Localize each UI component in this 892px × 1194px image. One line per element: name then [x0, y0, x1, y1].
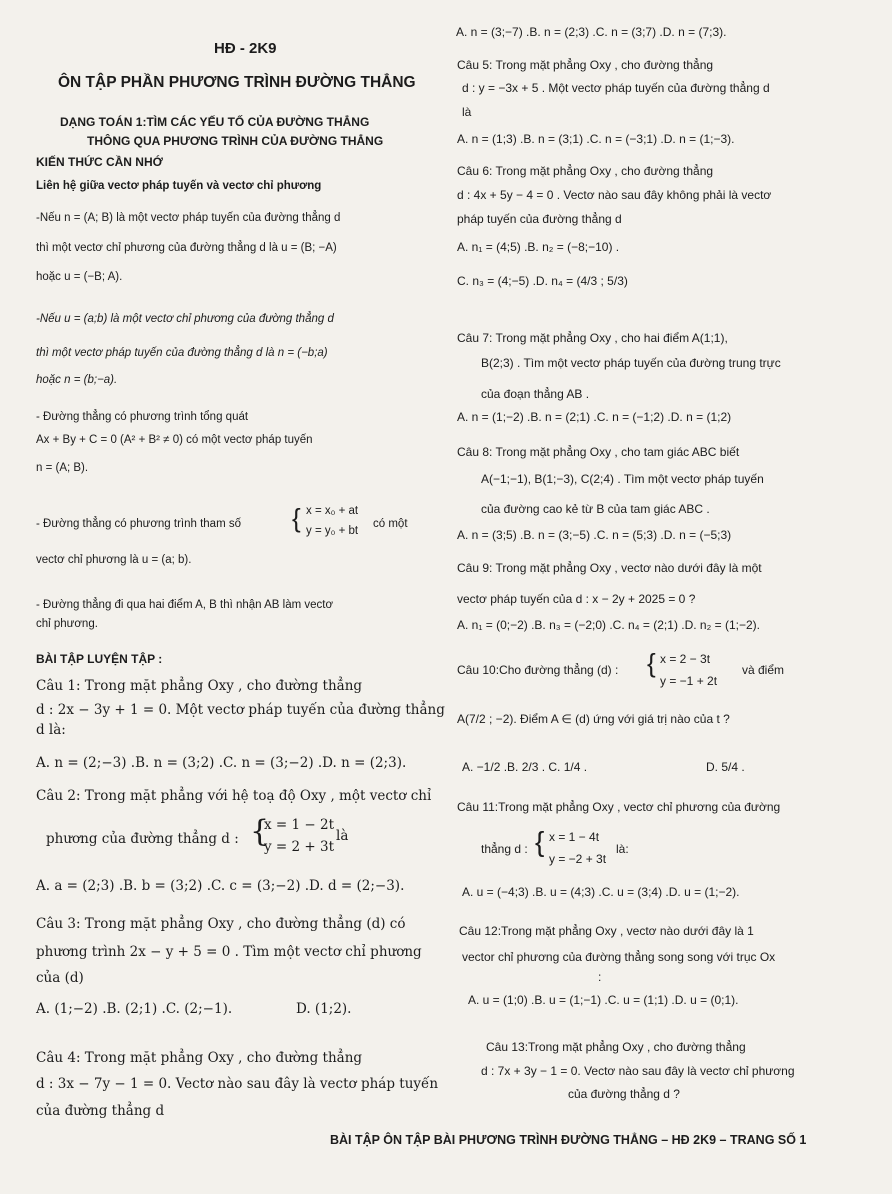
- theory-line: chỉ phương.: [36, 618, 98, 630]
- theory-line: hoặc u = (−B; A).: [36, 271, 123, 283]
- system-eq: y = −2 + 3t: [549, 852, 607, 866]
- theory-line: - Đường thẳng có phương trình tham số: [36, 518, 242, 530]
- question-9: vectơ pháp tuyến của d : x − 2y + 2025 = 0 ?: [457, 592, 696, 606]
- section-subtitle: THÔNG QUA PHƯƠNG TRÌNH CỦA ĐƯỜNG THẲNG: [87, 134, 384, 148]
- question-5: d : y = −3x + 5 . Một vectơ pháp tuyến của đường thẳng d: [462, 81, 770, 95]
- q9-options: A. n₁ = (0;−2) .B. n₃ = (−2;0) .C. n₄ = (2;1) .D. n₂ = (1;−2).: [457, 618, 760, 632]
- system-eq: x = 2 − 3t: [660, 652, 711, 666]
- question-13: của đường thẳng d ?: [568, 1087, 680, 1101]
- theory-line: - Đường thẳng đi qua hai điểm A, B thì nhận AB làm vectơ: [36, 599, 334, 611]
- page-footer: BÀI TẬP ÔN TẬP BÀI PHƯƠNG TRÌNH ĐƯỜNG THẲNG – HĐ 2K9 – TRANG SỐ 1: [330, 1133, 807, 1147]
- question-2: Câu 2: Trong mặt phẳng với hệ toạ độ Oxy , một vectơ chỉ: [36, 788, 432, 804]
- question-13: d : 7x + 3y − 1 = 0. Vectơ nào sau đây là vectơ chỉ phương: [481, 1064, 795, 1078]
- question-7: B(2;3) . Tìm một vectơ pháp tuyến của đường trung trực: [481, 356, 781, 370]
- theory-line: thì một vectơ chỉ phương của đường thẳng d là u = (B; −A): [36, 242, 337, 254]
- system-brace: {: [250, 814, 270, 849]
- theory-line: n = (A; B).: [36, 462, 89, 474]
- q7-options: A. n = (1;−2) .B. n = (2;1) .C. n = (−1;2) .D. n = (1;2): [457, 410, 732, 424]
- system-eq: x = x₀ + at: [306, 505, 359, 517]
- question-12: vector chỉ phương của đường thẳng song song với trục Ox: [462, 950, 776, 964]
- theory-line: hoặc n = (b;−a).: [36, 374, 118, 386]
- question-1: Câu 1: Trong mặt phẳng Oxy , cho đường thẳng: [36, 678, 363, 694]
- question-1: d là:: [36, 722, 66, 738]
- question-5: là: [462, 105, 472, 119]
- q2-options: A. a = (2;3) .B. b = (3;2) .C. c = (3;−2) .D. d = (2;−3).: [36, 878, 405, 894]
- exercise-heading: BÀI TẬP LUYỆN TẬP :: [36, 652, 163, 666]
- theory-line: vectơ chỉ phương là u = (a; b).: [36, 554, 192, 566]
- system-eq: y = y₀ + bt: [306, 525, 359, 537]
- question-2: phương của đường thẳng d :: [46, 831, 239, 847]
- doc-title: ÔN TẬP PHẦN PHƯƠNG TRÌNH ĐƯỜNG THẲNG: [58, 74, 416, 91]
- q11-options: A. u = (−4;3) .B. u = (4;3) .C. u = (3;4) .D. u = (1;−2).: [462, 885, 740, 899]
- section-title: DẠNG TOÁN 1:TÌM CÁC YẾU TỐ CỦA ĐƯỜNG THẲNG: [60, 115, 370, 129]
- question-9: Câu 9: Trong mặt phẳng Oxy , vectơ nào dưới đây là một: [457, 561, 762, 575]
- question-13: Câu 13:Trong mặt phẳng Oxy , cho đường thẳng: [486, 1040, 746, 1054]
- question-7: Câu 7: Trong mặt phẳng Oxy , cho hai điểm A(1;1),: [457, 331, 728, 345]
- question-11: Câu 11:Trong mặt phẳng Oxy , vectơ chỉ phương của đường: [457, 800, 781, 814]
- q1-options: A. n = (2;−3) .B. n = (3;2) .C. n = (3;−2) .D. n = (2;3).: [36, 755, 407, 771]
- question-2: là: [336, 828, 349, 844]
- q6-options: C. n₃ = (4;−5) .D. n₄ = (4/3 ; 5/3): [457, 274, 628, 288]
- question-4: Câu 4: Trong mặt phẳng Oxy , cho đường thẳng: [36, 1050, 363, 1066]
- theory-line: có một: [373, 518, 408, 530]
- question-6: d : 4x + 5y − 4 = 0 . Vectơ nào sau đây không phải là vectơ: [457, 188, 772, 202]
- system-eq: y = −1 + 2t: [660, 674, 718, 688]
- system-eq: x = 1 − 2t: [264, 817, 335, 833]
- question-12: Câu 12:Trong mặt phẳng Oxy , vectơ nào dưới đây là 1: [459, 924, 754, 938]
- question-3: của (d): [36, 970, 84, 986]
- theory-line: -Nếu u = (a;b) là một vectơ chỉ phương của đường thẳng d: [36, 313, 334, 325]
- theory-line: thì một vectơ pháp tuyến của đường thẳng d là n = (−b;a): [36, 347, 328, 359]
- question-10: A(7/2 ; −2). Điểm A ∈ (d) ứng với giá trị nào của t ?: [457, 712, 730, 726]
- system-eq: y = 2 + 3t: [264, 839, 335, 855]
- knowledge-heading: KIẾN THỨC CẦN NHỚ: [36, 155, 163, 169]
- question-11: là:: [616, 842, 629, 856]
- question-11: thẳng d :: [481, 842, 528, 856]
- theory-line: - Đường thẳng có phương trình tổng quát: [36, 411, 249, 423]
- question-6: pháp tuyến của đường thẳng d: [457, 212, 622, 226]
- system-eq: x = 1 − 4t: [549, 830, 600, 844]
- system-brace: {: [535, 826, 545, 857]
- question-12: :: [598, 970, 602, 984]
- question-8: Câu 8: Trong mặt phẳng Oxy , cho tam giác ABC biết: [457, 445, 740, 459]
- q6-options: A. n₁ = (4;5) .B. n₂ = (−8;−10) .: [457, 240, 620, 254]
- question-10: và điểm: [742, 663, 785, 677]
- q5-options: A. n = (1;3) .B. n = (3;1) .C. n = (−3;1) .D. n = (1;−3).: [457, 132, 735, 146]
- question-1: d : 2x − 3y + 1 = 0. Một vectơ pháp tuyến của đường thẳng: [36, 702, 445, 718]
- theory-line: Ax + By + C = 0 (A² + B² ≠ 0) có một vectơ pháp tuyến: [36, 434, 313, 446]
- q8-options: A. n = (3;5) .B. n = (3;−5) .C. n = (5;3) .D. n = (−5;3): [457, 528, 732, 542]
- question-8: của đường cao kẻ từ B của tam giác ABC .: [481, 502, 710, 516]
- relation-heading: Liên hệ giữa vectơ pháp tuyến và vectơ chỉ phương: [36, 180, 322, 192]
- question-7: của đoạn thẳng AB .: [481, 387, 590, 401]
- q10-options: A. −1/2 .B. 2/3 . C. 1/4 .: [462, 760, 588, 774]
- q10-option-d: D. 5/4 .: [706, 760, 745, 774]
- question-4: d : 3x − 7y − 1 = 0. Vectơ nào sau đây là vectơ pháp tuyến: [36, 1076, 439, 1092]
- doc-code: HĐ - 2K9: [214, 40, 277, 57]
- question-10: Câu 10:Cho đường thẳng (d) :: [457, 663, 619, 677]
- question-3: phương trình 2x − y + 5 = 0 . Tìm một vectơ chỉ phương: [36, 944, 422, 960]
- question-4: của đường thẳng d: [36, 1103, 165, 1119]
- question-3: Câu 3: Trong mặt phẳng Oxy , cho đường thẳng (d) có: [36, 916, 406, 932]
- theory-line: -Nếu n = (A; B) là một vectơ pháp tuyến của đường thẳng d: [36, 212, 341, 224]
- q3-option-d: D. (1;2).: [296, 1001, 352, 1017]
- question-6: Câu 6: Trong mặt phẳng Oxy , cho đường thẳng: [457, 164, 714, 178]
- system-brace: {: [292, 503, 301, 533]
- q3-options: A. (1;−2) .B. (2;1) .C. (2;−1).: [36, 1001, 233, 1017]
- q4-options: A. n = (3;−7) .B. n = (2;3) .C. n = (3;7) .D. n = (7;3).: [456, 25, 727, 39]
- question-5: Câu 5: Trong mặt phẳng Oxy , cho đường thẳng: [457, 58, 714, 72]
- question-8: A(−1;−1), B(1;−3), C(2;4) . Tìm một vectơ pháp tuyến: [481, 472, 764, 486]
- q12-options: A. u = (1;0) .B. u = (1;−1) .C. u = (1;1) .D. u = (0;1).: [468, 993, 739, 1007]
- system-brace: {: [647, 648, 656, 678]
